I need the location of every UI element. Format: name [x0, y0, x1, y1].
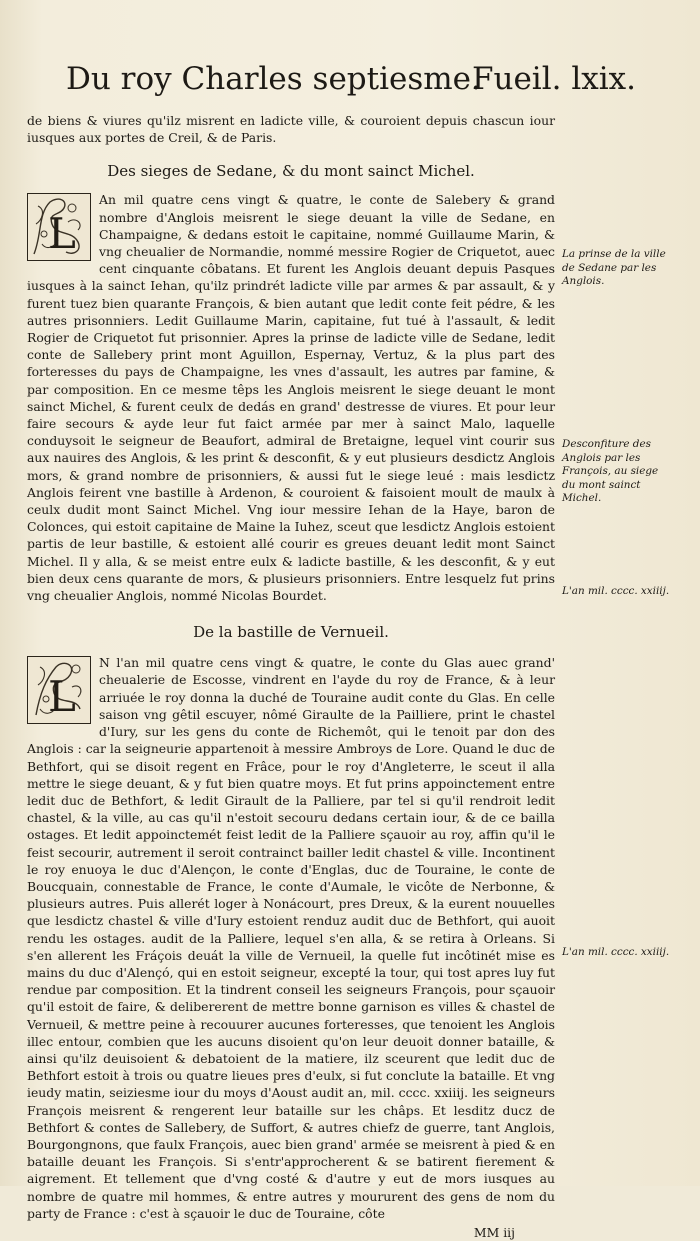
section-heading-sedane: Des sieges de Sedane, & du mont sainct Michel. [107, 162, 475, 181]
folio-number: Fueil. lxix. [471, 61, 636, 97]
running-title: Du roy Charles septiesme. [66, 61, 481, 97]
dropcap-ornament [27, 656, 91, 724]
section-text-vernueil: N l'an mil quatre cens vingt & quatre, le conte du Glas auec grand' cheualerie de Escosse, vindrent en l'ayde du roy de France, & à leur arriuée le roy donna la duché de Touraine audit conte du Glas. En celle saison vng gêtil escuyer, nômé Giraulte de la Pailliere, print le chastel d'Iury, sur les gens du conte de Richemôt, qui le tenoit par don des Anglois : car la seigneurie appartenoit à messire Ambroys de Lore. Quand le duc de Bethfort, qui se disoit regent en Frâce, pour le roy d'Angleterre, le sceut il alla mettre le siege deuant, & y fut bien quatre moys. Et fut prins appoinctement entre ledit duc de Bethfort, & ledit Girault de la Palliere, par tel si qu'il rendroit ledit chastel, & la ville, au cas qu'il n'estoit secouru dedans certain iour, & de ce bailla ostages. Et ledit appoinctemét feist ledit de la Palliere sçauoir au roy, affin qu'il le feist secourir, autrement il seroit contrainct bailler ledit chastel & ville. Incontinent le roy enuoya le duc d'Alençon, le conte d'Englas, duc de Touraine, le conte de Boucquain, connestable de France, le conte d'Aumale, le vicôte de Nerbonne, & plusieurs autres. Puis allerét loger à Nonácourt, pres Dreux, & la eurent nouuelles que lesdictz chastel & ville d'Iury estoient renduz audit duc de Bethfort, qui auoit rendu les ostages. audit de la Palliere, lequel s'en alla, & se retira à Orleans. Si s'en allerent les Fráçois deuát la ville de Vernueil, la quelle fut incôtinét mise es mains du duc d'Alençó, qui en estoit seigneur, excepté la tour, qui tost apres luy fut rendue par composition. Et la tindrent conseil les seigneurs François, pour sçauoir qu'il estoit de faire, & delibererent de mettre bonne garnison es villes & chastel de Vernueil, & mettre peine à recouurer aucunes forteresses, que tenoient les Anglois illec entour, combien que les aucuns disoient qu'on leur deuoit donner bataille, & ainsi qu'ilz deuisoient & debatoient de la matiere, ilz sceurent que ledit duc de Bethfort estoit à trois ou quatre lieues pres d'eulx, si fut conclute la bataille. Et vng ieudy matin, seiziesme iour du moys d'Aoust audit an, mil. cccc. xxiiij. les seigneurs François meisrent & rengerent leur bataille sur les châps. Et lesditz ducz de Bethfort & contes de Sallebery, de Suffort, & autres chiefz de guerre, tant Anglois, Bourgongnons, que faulx François, auec bien grand' armée se meisrent à pied & en bataille deuant les François. Si s'entr'approcherent & se batirent fierement & aigrement. Et tellement que d'vng costé & d'autre y eut de mors iusques au nombre de quatre mil hommes, & entre autres y moururent des gens de nom du party de France : c'est à sçauoir le duc de Touraine, côte [27, 655, 555, 1221]
dropcap-ornament [27, 193, 91, 261]
margin-note-year-1: L'an mil. cccc. xxiiij. [562, 585, 670, 597]
section-paragraph-vernueil [27, 654, 555, 1222]
dropcap-letter: L [48, 209, 76, 259]
section-text-sedane: An mil quatre cens vingt & quatre, le conte de Salebery & grand nombre d'Anglois meisrent le siege deuant la ville de Sedane, en Champaigne, & dedans estoit le capitaine, nommé Guillaume Marin, & vng cheualier de Normandie, nommé messire Rogier de Criquetot, auec cent cinquante côbatans. Et furent les Anglois deuant depuis Pasques iusques à la sainct Iehan, qu'ilz prindrét ladicte ville par armes & par assault, & y furent tuez bien quarante François, & bien autant que ledit conte feit pédre, & les autres prisonniers. Ledit Guillaume Marin, capitaine, fut tué à l'assault, & ledit Rogier de Criquetot fut prisonnier. Apres la prinse de ladicte ville de Sedane, ledit conte de Sallebery print mont Aguillon, Espernay, Vertuz, & la plus part des forteresses du pays de Champaigne, les vnes d'assault, les autres par famine, & par composition. En ce mesme têps les Anglois meisrent le siege deuant le mont sainct Michel, & furent ceulx de dedás en grand' destresse de viures. Et pour leur faire secours & ayde leur fut faict armée par mer à sainct Malo, laquelle conduysoit le seigneur de Beaufort, admiral de Bretaigne, lequel vint courir sus aux nauires des Anglois, & les print & desconfit, & y eut plusieurs desdictz Anglois mors, & grand nombre de prisonniers, & aussi fut le siege leué : mais lesdictz Anglois feirent vne bastille à Ardenon, & couroient & faisoient moult de maulx à ceulx dudit mont Sainct Michel. Vng iour messire Iehan de la Haye, baron de Colonces, qui estoit capitaine de Maine la Iuhez, sceut que lesdictz Anglois estoient partis de leur bastille, & estoient allé courir es greues deuant ledit mont Sainct Michel. Il y alla, & se meist entre eulx & ladicte bastille, & les desconfit, & y eut bien deux cens quarante de mors, & plusieurs prisonniers. Entre lesquelz fut prins vng cheualier Anglois, nommé Nicolas Bourdet. [27, 192, 555, 604]
section-paragraph-sedane [27, 191, 555, 604]
ornament-icon [28, 194, 90, 260]
margin-note-desconfiture: Desconfiture des Anglois par les François, au siege du mont sainct Michel. [562, 438, 659, 505]
intro-paragraph: de biens & viures qu'ilz misrent en ladicte ville, & couroient depuis chascun iour iusques aux portes de Creil, & de Paris. [27, 113, 555, 146]
dropcap-letter: L [48, 672, 76, 722]
signature-mark: MM iij [473, 1224, 515, 1240]
margin-note-sedane: La prinse de la ville de Sedane par les Anglois. [562, 248, 666, 288]
margin-note-year-2: L'an mil. cccc. xxiiij. [562, 946, 670, 958]
ornament-icon [28, 657, 90, 723]
text-column [27, 112, 555, 1241]
section-heading-vernueil: De la bastille de Vernueil. [193, 623, 389, 642]
